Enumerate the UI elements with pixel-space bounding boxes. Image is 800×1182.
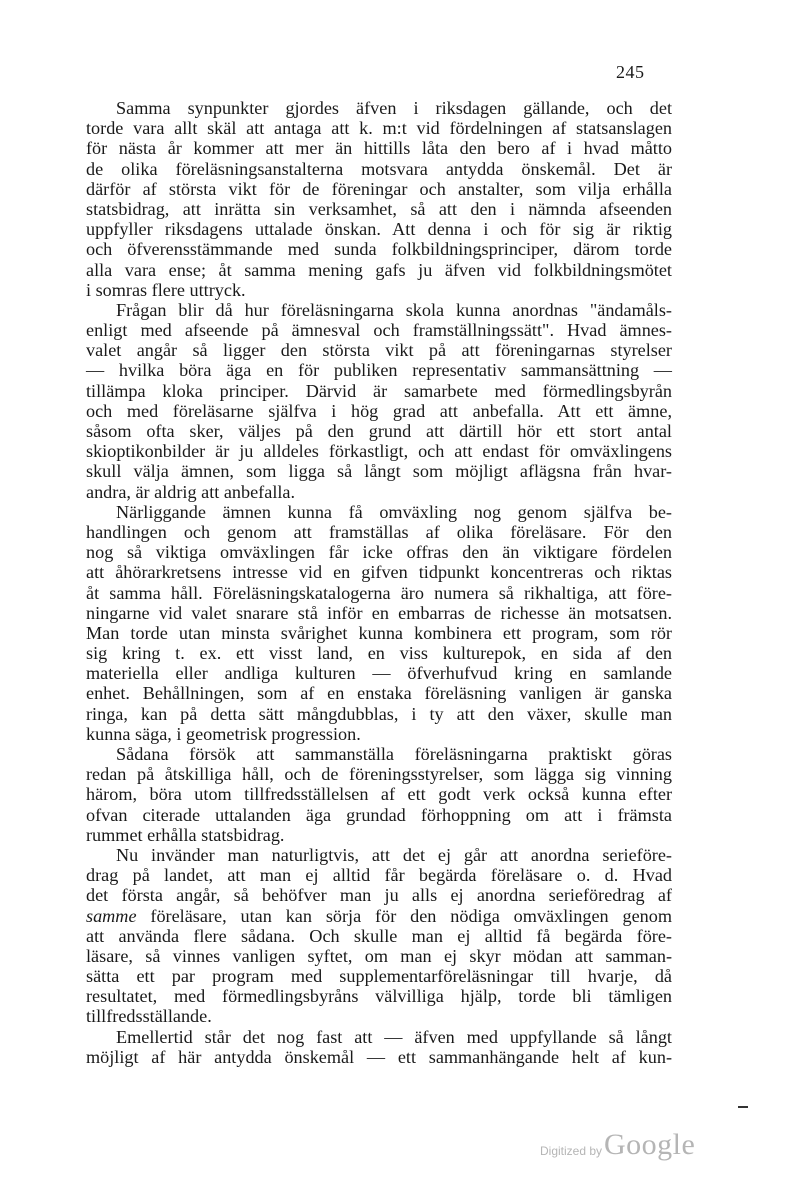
text-line: läsare, så vinnes vanligen syftet, om man ej skyr mödan att samman- xyxy=(86,945,672,966)
digitized-watermark xyxy=(540,1128,740,1168)
text-line: enhet. Behållningen, som af en enstaka föreläsning vanligen är ganska xyxy=(86,683,672,704)
text-line: tillfredsställande. xyxy=(86,1006,212,1027)
text-line-post: föreläsare, utan kan sörja för den nödiga omväxlingen genom xyxy=(136,905,672,926)
text-line: nog så viktiga omväxlingen får icke offras den än viktigare fördelen xyxy=(86,542,672,563)
text-line: ringa, kan på detta sätt mångdubblas, i ty att den växer, skulle man xyxy=(86,703,672,724)
text-line: de olika föreläsningsanstalterna motsvara antydda önskemål. Det är xyxy=(86,158,672,179)
text-line: Man torde utan minsta svårighet kunna kombinera ett program, som rör xyxy=(86,622,672,643)
text-line: torde vara allt skäl att antaga att k. m:t vid fördelningen af statsanslagen xyxy=(86,118,672,139)
text-line: andra, är aldrig att anbefalla. xyxy=(86,481,296,502)
text-line: och öfverensstämmande med sunda folkbildningsprinciper, därom torde xyxy=(86,239,672,260)
stray-ink-mark xyxy=(738,1106,748,1108)
text-line: Frågan blir då hur föreläsningarna skola kunna anordnas "ändamåls- xyxy=(116,299,672,320)
text-line: enligt med afseende på ämnesval och framställningssätt". Hvad ämnes- xyxy=(86,320,672,341)
text-line: därför af största vikt för de föreningar och anstalter, som vilja erhålla xyxy=(86,178,672,199)
text-line: såsom ofta sker, väljes på den grund att därtill hör ett stort antal xyxy=(86,421,672,441)
text-line: det första angår, så behöfver man ju alls ej anordna serieföredrag af xyxy=(86,885,672,906)
text-line: möjligt af här antydda önskemål — ett sammanhängande helt af kun- xyxy=(86,1046,672,1067)
text-line: tillämpa kloka principer. Därvid är samarbete med förmedlingsbyrån xyxy=(86,380,672,401)
text-line: härom, böra utom tillfredsställelsen af ett godt verk också kunna efter xyxy=(86,784,672,805)
page-number: 245 xyxy=(616,62,645,82)
text-line: sätta ett par program med supplementarföreläsningar till hvarje, då xyxy=(86,966,672,987)
text-line: Närliggande ämnen kunna få omväxling nog genom själfva be- xyxy=(116,501,672,522)
text-line: Emellertid står det nog fast att — äfven med uppfyllande så långt xyxy=(116,1026,672,1047)
text-line xyxy=(86,906,672,926)
text-line: — hvilka böra äga en för publiken representativ sammansättning — xyxy=(86,360,672,381)
text-line: skull välja ämnen, som ligga så långt som möjligt aflägsna från hvar- xyxy=(86,461,672,482)
text-line: ofvan citerade uttalanden äga grundad förhoppning om att i främsta xyxy=(86,804,672,825)
text-line: redan på åtskilliga håll, och de föreningsstyrelser, som lägga sig vinning xyxy=(86,764,672,785)
text-line: rummet erhålla statsbidrag. xyxy=(86,824,285,845)
text-line: sig kring t. ex. ett visst land, en viss kulturepok, en sida af den xyxy=(86,643,672,664)
text-line: statsbidrag, att inrätta sin verksamhet, så att den i nämnda afseenden xyxy=(86,198,672,219)
text-line: alla vara ense; åt samma mening gafs ju äfven vid folkbildningsmötet xyxy=(86,259,672,280)
text-line: i somras flere uttryck. xyxy=(86,279,246,300)
text-line: Sådana försök att sammanställa föreläsningarna praktiskt göras xyxy=(116,744,672,764)
text-line: för nästa år kommer att mer än hittills låta den bero af i hvad måtto xyxy=(86,138,672,159)
text-line: Samma synpunkter gjordes äfven i riksdagen gällande, och det xyxy=(116,98,672,118)
text-line: drag på landet, att man ej alltid får begärda föreläsare o. d. Hvad xyxy=(86,865,672,886)
text-line: och med föreläsarne själfva i hög grad att anbefalla. Att ett ämne, xyxy=(86,400,672,421)
watermark-prefix: Digitized by xyxy=(540,1144,603,1158)
text-line: valet angår så ligger den största vikt på att föreningarnas styrelser xyxy=(86,340,672,361)
text-line: Nu invänder man naturligtvis, att det ej går att anordna serieföre- xyxy=(116,844,672,865)
watermark-brand: Google xyxy=(604,1128,696,1161)
text-line: att åhörarkretsens intresse vid en gifven tidpunkt koncentreras och riktas xyxy=(86,562,672,583)
text-line: ningarne vid valet snarare stå inför en embarras de richesse än motsatsen. xyxy=(86,602,672,623)
text-line-emphasis: samme xyxy=(86,905,137,926)
text-line: materiella eller andliga kulturen — öfverhufvud kring en samlande xyxy=(86,663,672,684)
text-line: uppfyller riksdagens uttalade önskan. Att denna i och för sig är riktig xyxy=(86,219,672,240)
text-line: åt samma håll. Föreläsningskatalogerna äro numera så rikhaltiga, att före- xyxy=(86,582,672,603)
text-line: skioptikonbilder är ju alldeles förkastligt, och att endast för omväxlingens xyxy=(86,441,672,462)
text-line: handlingen och genom att framställas af olika föreläsare. För den xyxy=(86,521,672,542)
text-line: resultatet, med förmedlingsbyråns välvilliga hjälp, torde bli tämligen xyxy=(86,986,672,1007)
text-line: att använda flere sådana. Och skulle man ej alltid få begärda före- xyxy=(86,925,672,946)
body-text xyxy=(86,98,672,1067)
text-line: kunna säga, i geometrisk progression. xyxy=(86,723,361,744)
